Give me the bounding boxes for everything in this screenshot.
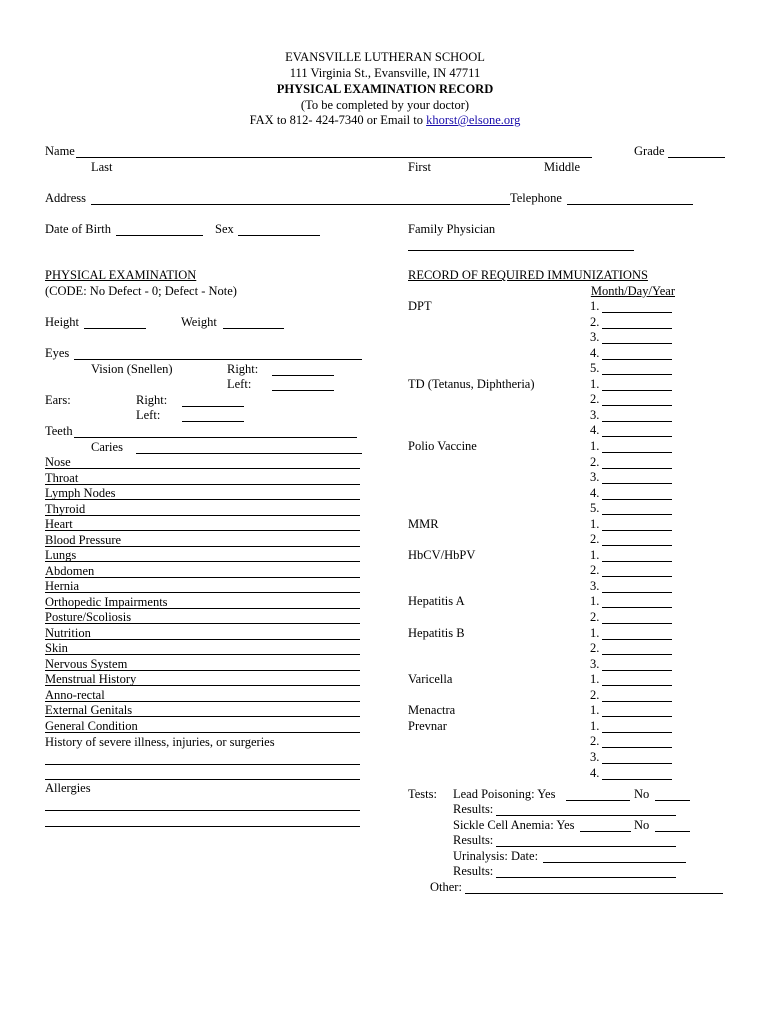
last-label: Last bbox=[91, 160, 113, 174]
dose-number: 3. bbox=[590, 750, 600, 764]
dose-date-field[interactable] bbox=[602, 390, 672, 391]
sickle-no-label: No bbox=[634, 818, 650, 832]
exam-item-field[interactable] bbox=[45, 592, 360, 593]
exam-item-field[interactable] bbox=[45, 654, 360, 655]
fax-text: FAX to 812- 424-7340 or Email to bbox=[249, 113, 427, 127]
dose-date-field[interactable] bbox=[602, 499, 672, 500]
dose-date-field[interactable] bbox=[602, 421, 672, 422]
sickle-results-field[interactable] bbox=[496, 846, 676, 847]
vision-left-label: Left: bbox=[227, 377, 252, 391]
dose-entry[interactable] bbox=[590, 439, 599, 454]
exam-item-field[interactable] bbox=[45, 623, 360, 624]
dose-number: 5. bbox=[590, 361, 600, 375]
dob-label: Date of Birth bbox=[45, 222, 111, 236]
dose-entry[interactable] bbox=[590, 750, 599, 765]
dose-date-field[interactable] bbox=[602, 607, 672, 608]
dose-number: 1. bbox=[590, 299, 600, 313]
exam-item-label: General Condition bbox=[45, 719, 138, 733]
dose-date-field[interactable] bbox=[602, 592, 672, 593]
exam-item-label: Nervous System bbox=[45, 657, 128, 671]
exam-item-label: Menstrual History bbox=[45, 672, 137, 686]
dose-entry[interactable] bbox=[590, 501, 599, 516]
vision-right-field[interactable] bbox=[272, 375, 334, 376]
name-label: Name bbox=[45, 144, 75, 158]
dose-number: 3. bbox=[590, 470, 600, 484]
dose-number: 2. bbox=[590, 641, 600, 655]
dose-date-field[interactable] bbox=[602, 405, 672, 406]
dose-entry[interactable] bbox=[590, 657, 599, 672]
lead-yes-field[interactable] bbox=[566, 800, 630, 801]
dose-date-field[interactable] bbox=[602, 483, 672, 484]
exam-item-label: Heart bbox=[45, 517, 73, 531]
exam-item-field[interactable] bbox=[45, 484, 360, 485]
dose-number: 2. bbox=[590, 455, 600, 469]
allergies-line-2[interactable] bbox=[45, 826, 360, 827]
dose-entry[interactable] bbox=[590, 408, 599, 423]
dose-number: 5. bbox=[590, 501, 600, 515]
sickle-yes-field[interactable] bbox=[580, 831, 631, 832]
vision-right-label: Right: bbox=[227, 362, 259, 376]
first-label: First bbox=[408, 160, 431, 174]
exam-item-label: Thyroid bbox=[45, 502, 86, 516]
dose-entry[interactable] bbox=[590, 532, 599, 547]
dose-date-field[interactable] bbox=[602, 654, 672, 655]
lead-results-field[interactable] bbox=[496, 815, 676, 816]
dose-date-field[interactable] bbox=[602, 436, 672, 437]
history-line-1[interactable] bbox=[45, 764, 360, 765]
dose-number: 1. bbox=[590, 703, 600, 717]
allergies-line-1[interactable] bbox=[45, 810, 360, 811]
exam-item-field[interactable] bbox=[45, 468, 360, 469]
ears-right-field[interactable] bbox=[182, 406, 244, 407]
teeth-label: Teeth bbox=[45, 424, 73, 438]
contact-line bbox=[0, 113, 770, 128]
sickle-label: Sickle Cell Anemia: Yes bbox=[453, 818, 575, 832]
dose-number: 4. bbox=[590, 486, 600, 500]
exam-item-field[interactable] bbox=[45, 561, 360, 562]
vaccine-name: DPT bbox=[408, 299, 432, 313]
exam-item-label: Orthopedic Impairments bbox=[45, 595, 168, 609]
ears-label: Ears: bbox=[45, 393, 71, 407]
dose-number: 2. bbox=[590, 610, 600, 624]
vaccine-name: Prevnar bbox=[408, 719, 447, 733]
dose-date-field[interactable] bbox=[602, 312, 672, 313]
dose-date-field[interactable] bbox=[602, 701, 672, 702]
dose-number: 3. bbox=[590, 657, 600, 671]
vaccine-name: Hepatitis B bbox=[408, 626, 465, 640]
form-title: PHYSICAL EXAMINATION RECORD bbox=[276, 82, 494, 96]
dose-date-field[interactable] bbox=[602, 747, 672, 748]
form-subtitle: (To be completed by your doctor) bbox=[300, 98, 470, 112]
dose-date-field[interactable] bbox=[602, 452, 672, 453]
vaccine-name: Varicella bbox=[408, 672, 453, 686]
dose-number: 2. bbox=[590, 734, 600, 748]
dose-entry[interactable] bbox=[590, 594, 599, 609]
urinalysis-label: Urinalysis: Date: bbox=[453, 849, 539, 863]
vaccine-name: HbCV/HbPV bbox=[408, 548, 476, 562]
middle-label: Middle bbox=[544, 160, 581, 174]
dose-number: 1. bbox=[590, 548, 600, 562]
dose-number: 2. bbox=[590, 392, 600, 406]
exam-item-label: Throat bbox=[45, 471, 79, 485]
dose-date-field[interactable] bbox=[602, 530, 672, 531]
dose-entry[interactable] bbox=[590, 470, 599, 485]
exam-item-field[interactable] bbox=[45, 530, 360, 531]
vaccine-name: TD (Tetanus, Diphtheria) bbox=[408, 377, 535, 391]
dose-entry[interactable] bbox=[590, 672, 599, 687]
dose-date-field[interactable] bbox=[602, 343, 672, 344]
dose-date-field[interactable] bbox=[602, 576, 672, 577]
weight-field[interactable] bbox=[223, 328, 284, 329]
dose-entry[interactable] bbox=[590, 703, 599, 718]
dose-entry[interactable] bbox=[590, 579, 599, 594]
urinalysis-results-field[interactable] bbox=[496, 877, 676, 878]
vision-label: Vision (Snellen) bbox=[91, 362, 173, 376]
exam-item-label: Posture/Scoliosis bbox=[45, 610, 132, 624]
physician-field[interactable] bbox=[408, 250, 634, 251]
exam-item-label: Nose bbox=[45, 455, 71, 469]
dose-entry[interactable] bbox=[590, 641, 599, 656]
dose-date-field[interactable] bbox=[602, 685, 672, 686]
exam-item-label: Abdomen bbox=[45, 564, 95, 578]
dose-number: 1. bbox=[590, 672, 600, 686]
exam-heading: PHYSICAL EXAMINATION bbox=[45, 268, 197, 282]
dose-date-field[interactable] bbox=[602, 716, 672, 717]
vaccine-name: Polio Vaccine bbox=[408, 439, 477, 453]
dose-date-field[interactable] bbox=[602, 623, 672, 624]
grade-field[interactable] bbox=[668, 157, 725, 158]
ears-left-label: Left: bbox=[136, 408, 161, 422]
dose-date-field[interactable] bbox=[602, 779, 672, 780]
urinalysis-results-label: Results: bbox=[453, 864, 494, 878]
exam-item-label: Blood Pressure bbox=[45, 533, 122, 547]
name-field[interactable] bbox=[76, 157, 592, 158]
school-address: 111 Virginia St., Evansville, IN 47711 bbox=[289, 66, 481, 80]
dose-number: 3. bbox=[590, 408, 600, 422]
sex-field[interactable] bbox=[238, 235, 320, 236]
dose-entry[interactable] bbox=[590, 455, 599, 470]
caries-label: Caries bbox=[91, 440, 123, 454]
dose-entry[interactable] bbox=[590, 610, 599, 625]
exam-item-field[interactable] bbox=[45, 499, 360, 500]
other-label: Other: bbox=[430, 880, 462, 894]
dose-date-field[interactable] bbox=[602, 359, 672, 360]
exam-item-field[interactable] bbox=[45, 639, 360, 640]
telephone-label: Telephone bbox=[510, 191, 562, 205]
height-field[interactable] bbox=[84, 328, 146, 329]
exam-item-field[interactable] bbox=[45, 608, 360, 609]
dose-entry[interactable] bbox=[590, 766, 599, 781]
address-field[interactable] bbox=[91, 204, 510, 205]
dose-date-field[interactable] bbox=[602, 732, 672, 733]
urinalysis-date-field[interactable] bbox=[543, 862, 686, 863]
dose-number: 1. bbox=[590, 377, 600, 391]
dob-field[interactable] bbox=[116, 235, 203, 236]
exam-item-field[interactable] bbox=[45, 670, 360, 671]
exam-item-label: Skin bbox=[45, 641, 68, 655]
dose-number: 2. bbox=[590, 532, 600, 546]
dose-number: 4. bbox=[590, 766, 600, 780]
dose-entry[interactable] bbox=[590, 377, 599, 392]
dose-entry[interactable] bbox=[590, 719, 599, 734]
height-label: Height bbox=[45, 315, 80, 329]
weight-label: Weight bbox=[181, 315, 217, 329]
dose-number: 1. bbox=[590, 594, 600, 608]
dose-entry[interactable] bbox=[590, 563, 599, 578]
exam-code: (CODE: No Defect - 0; Defect - Note) bbox=[45, 284, 237, 298]
dose-number: 3. bbox=[590, 579, 600, 593]
immunizations-heading: RECORD OF REQUIRED IMMUNIZATIONS bbox=[408, 268, 648, 282]
dose-date-field[interactable] bbox=[602, 561, 672, 562]
sickle-results-label: Results: bbox=[453, 833, 494, 847]
exam-item-label: Anno-rectal bbox=[45, 688, 105, 702]
date-header: Month/Day/Year bbox=[590, 284, 675, 298]
dose-entry[interactable] bbox=[590, 486, 599, 501]
ears-left-field[interactable] bbox=[182, 421, 244, 422]
other-field[interactable] bbox=[465, 893, 723, 894]
exam-item-label: Nutrition bbox=[45, 626, 91, 640]
caries-field[interactable] bbox=[136, 453, 362, 454]
tests-label: Tests: bbox=[408, 787, 437, 801]
school-name: EVANSVILLE LUTHERAN SCHOOL bbox=[285, 50, 485, 64]
dose-date-field[interactable] bbox=[602, 670, 672, 671]
dose-date-field[interactable] bbox=[602, 763, 672, 764]
exam-item-field[interactable] bbox=[45, 577, 360, 578]
dose-entry[interactable] bbox=[590, 626, 599, 641]
dose-number: 3. bbox=[590, 330, 600, 344]
dose-number: 2. bbox=[590, 315, 600, 329]
exam-item-label: Lymph Nodes bbox=[45, 486, 116, 500]
dose-entry[interactable] bbox=[590, 299, 599, 314]
teeth-field[interactable] bbox=[74, 437, 357, 438]
dose-entry[interactable] bbox=[590, 315, 599, 330]
dose-number: 1. bbox=[590, 626, 600, 640]
telephone-field[interactable] bbox=[567, 204, 693, 205]
vision-left-field[interactable] bbox=[272, 390, 334, 391]
address-label: Address bbox=[45, 191, 86, 205]
dose-date-field[interactable] bbox=[602, 545, 672, 546]
dose-number: 2. bbox=[590, 688, 600, 702]
exam-item-field[interactable] bbox=[45, 732, 360, 733]
dose-entry[interactable] bbox=[590, 734, 599, 749]
dose-date-field[interactable] bbox=[602, 328, 672, 329]
exam-item-field[interactable] bbox=[45, 701, 360, 702]
dose-entry[interactable] bbox=[590, 423, 599, 438]
grade-label: Grade bbox=[634, 144, 665, 158]
dose-date-field[interactable] bbox=[602, 468, 672, 469]
dose-entry[interactable] bbox=[590, 517, 599, 532]
exam-item-label: Lungs bbox=[45, 548, 77, 562]
sickle-no-field[interactable] bbox=[655, 831, 690, 832]
exam-item-field[interactable] bbox=[45, 716, 360, 717]
vaccine-name: Menactra bbox=[408, 703, 456, 717]
dose-entry[interactable] bbox=[590, 330, 599, 345]
dose-entry[interactable] bbox=[590, 361, 599, 376]
exam-item-label: External Genitals bbox=[45, 703, 133, 717]
exam-item-field[interactable] bbox=[45, 685, 360, 686]
dose-number: 1. bbox=[590, 517, 600, 531]
lead-results-label: Results: bbox=[453, 802, 494, 816]
dose-date-field[interactable] bbox=[602, 374, 672, 375]
physician-label: Family Physician bbox=[408, 222, 496, 236]
sex-label: Sex bbox=[215, 222, 234, 236]
history-line-2[interactable] bbox=[45, 779, 360, 780]
dose-number: 1. bbox=[590, 719, 600, 733]
lead-label: Lead Poisoning: Yes bbox=[453, 787, 556, 801]
ears-right-label: Right: bbox=[136, 393, 168, 407]
dose-number: 4. bbox=[590, 346, 600, 360]
dose-number: 2. bbox=[590, 563, 600, 577]
exam-item-field[interactable] bbox=[45, 546, 360, 547]
dose-number: 4. bbox=[590, 423, 600, 437]
allergies-label: Allergies bbox=[45, 781, 91, 795]
history-label: History of severe illness, injuries, or surgeries bbox=[45, 735, 275, 749]
eyes-field[interactable] bbox=[74, 359, 362, 360]
exam-item-field[interactable] bbox=[45, 515, 360, 516]
dose-date-field[interactable] bbox=[602, 639, 672, 640]
lead-no-field[interactable] bbox=[655, 800, 690, 801]
dose-entry[interactable] bbox=[590, 688, 599, 703]
vaccine-name: Hepatitis A bbox=[408, 594, 465, 608]
dose-entry[interactable] bbox=[590, 392, 599, 407]
exam-item-label: Hernia bbox=[45, 579, 80, 593]
dose-entry[interactable] bbox=[590, 548, 599, 563]
dose-entry[interactable] bbox=[590, 346, 599, 361]
vaccine-name: MMR bbox=[408, 517, 439, 531]
lead-no-label: No bbox=[634, 787, 650, 801]
email-link[interactable]: khorst@elsone.org bbox=[426, 113, 521, 127]
eyes-label: Eyes bbox=[45, 346, 70, 360]
dose-number: 1. bbox=[590, 439, 600, 453]
dose-date-field[interactable] bbox=[602, 514, 672, 515]
